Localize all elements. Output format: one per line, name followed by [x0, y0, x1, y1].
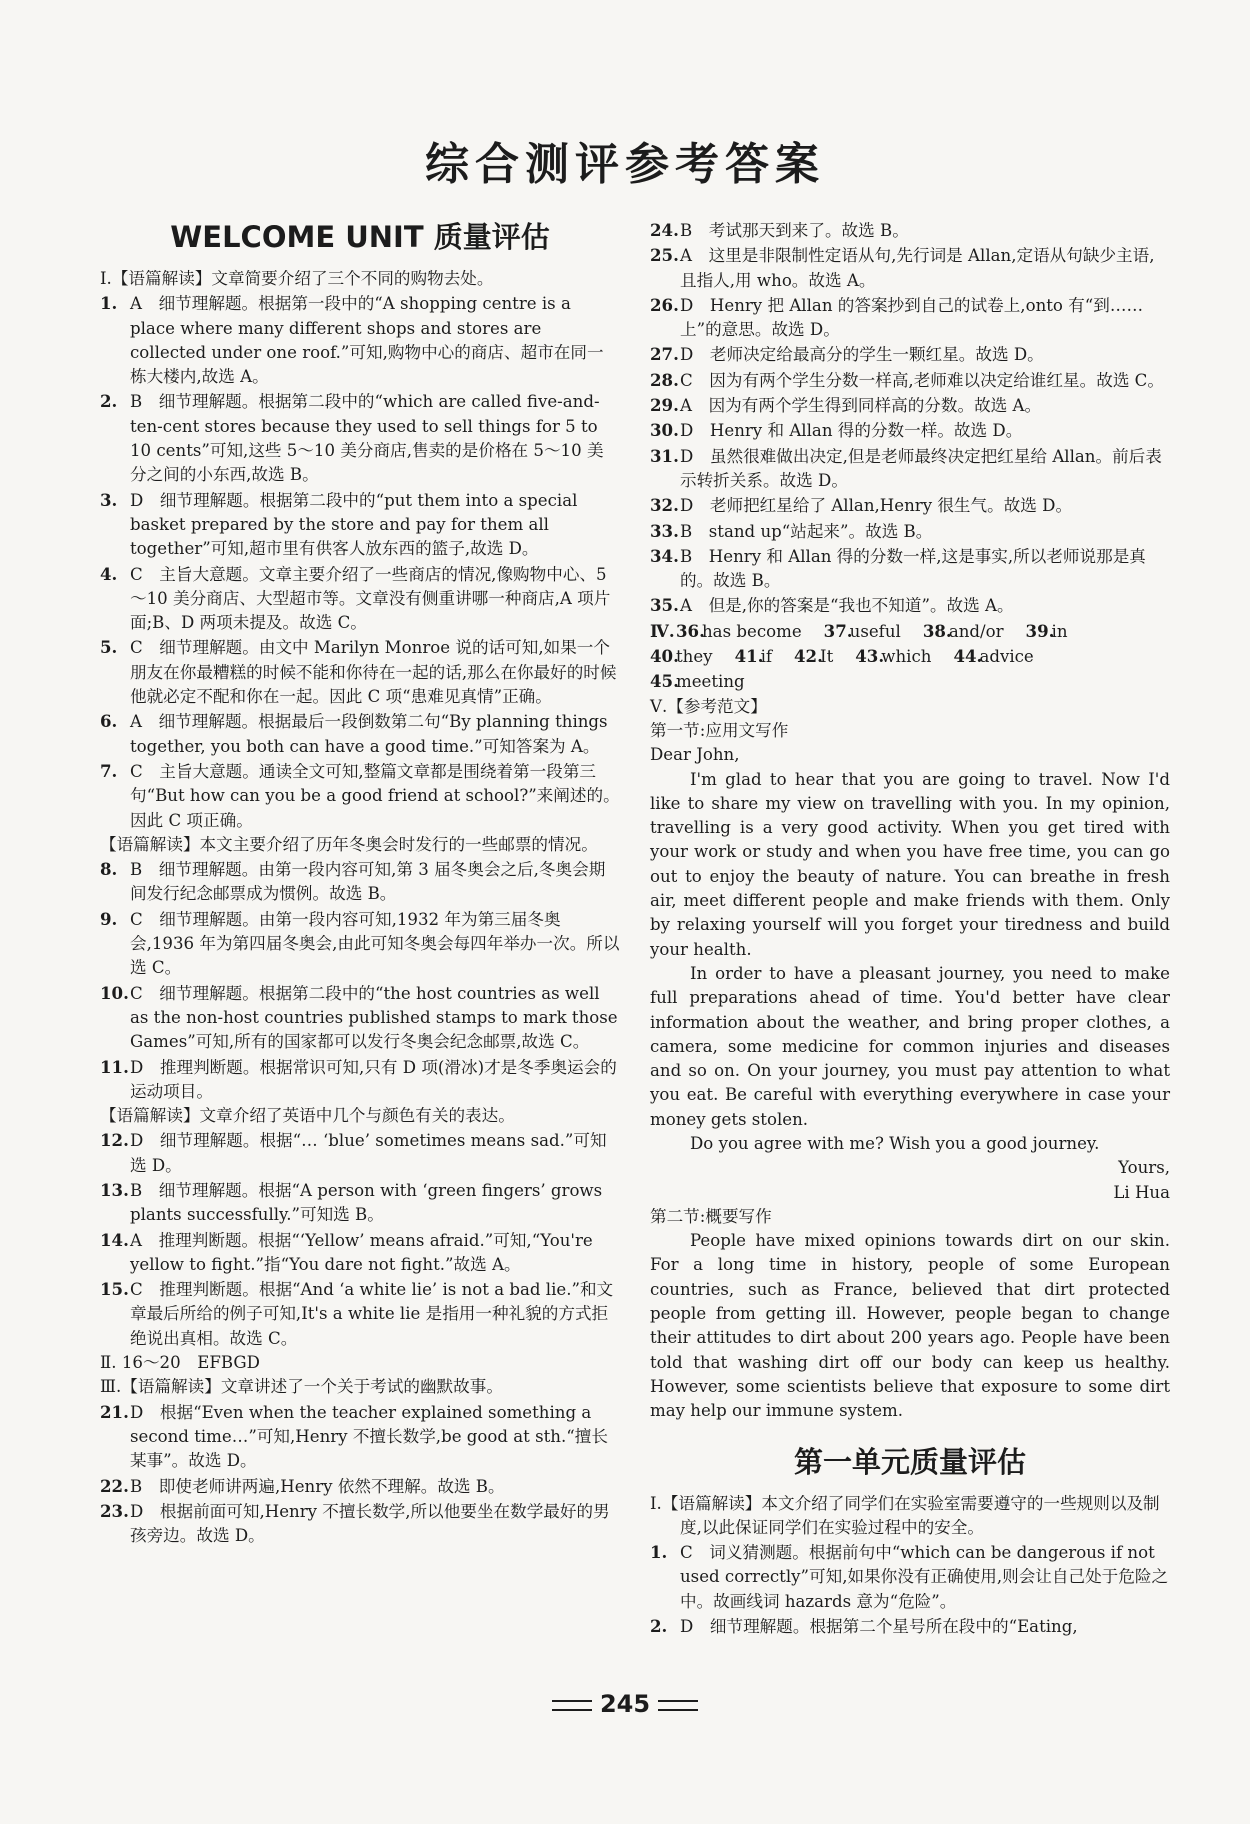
- answer-number: 1.: [650, 1542, 668, 1563]
- fill-number: 40.: [650, 646, 679, 667]
- letter-signature: Li Hua: [1113, 1182, 1170, 1202]
- answer-text: B 即使老师讲两遍,Henry 依然不理解。故选 B。: [130, 1476, 505, 1496]
- answer-item: [650, 1614, 1170, 1639]
- answer-item: [650, 243, 1170, 293]
- answer-item: [100, 1499, 620, 1549]
- answer-number: 5.: [100, 637, 118, 658]
- answer-number: 1.: [100, 293, 118, 314]
- answer-number: 2.: [650, 1616, 668, 1637]
- answer-number: 9.: [100, 908, 118, 929]
- fill-answer: in: [1051, 621, 1068, 641]
- fill-answer: if: [760, 647, 773, 667]
- fill-number: 38.: [922, 620, 952, 641]
- answer-number: 23.: [100, 1500, 129, 1521]
- answer-text: B stand up“站起来”。故选 B。: [680, 521, 933, 541]
- fill-number: 36.: [676, 620, 705, 641]
- answer-text: A 因为有两个学生得到同样高的分数。故选 A。: [680, 396, 1042, 416]
- answer-item: [100, 1228, 620, 1278]
- answer-text: A 但是,你的答案是“我也不知道”。故选 A。: [680, 596, 1014, 616]
- answer-item: [650, 1540, 1170, 1614]
- answer-number: 10.: [100, 982, 129, 1003]
- answer-item: [100, 981, 620, 1055]
- answer-item: [650, 342, 1170, 367]
- answer-text: D 细节理解题。根据第二个星号所在段中的“Eating,: [680, 1617, 1078, 1637]
- answer-item: [100, 759, 620, 833]
- answer-text: D 推理判断题。根据常识可知,只有 D 项(滑冰)才是冬季奥运会的运动项目。: [130, 1057, 617, 1101]
- letter-paragraph: I'm glad to hear that you are going to travel. Now I'd like to share my view on travelling with you. In my opinion, travelling is a very good activity. When you get tired with your work or study and when you have free time, you can go out to enjoy the beauty of nature. You can breathe in fresh air, meet different people and make friends with them. Only by relaxing yourself will you forget your tiredness and build your health.: [650, 769, 1170, 959]
- answer-number: 32.: [650, 495, 679, 516]
- answer-number: 26.: [650, 294, 679, 315]
- answer-text: D Henry 把 Allan 的答案抄到自己的试卷上,onto 有“到……上”的意思。故选 D。: [680, 295, 1144, 340]
- answer-number: 8.: [100, 859, 118, 880]
- answer-item: [100, 1128, 620, 1178]
- answer-number: 21.: [100, 1401, 129, 1422]
- answer-number: 4.: [100, 563, 118, 584]
- section-4-label: Ⅳ.: [650, 620, 675, 641]
- answer-number: 6.: [100, 711, 118, 732]
- answer-item: [650, 444, 1170, 494]
- answer-text: A 这里是非限制性定语从句,先行词是 Allan,定语从句缺少主语,且指人,用 who。故选 A。: [680, 246, 1155, 290]
- answer-item: [650, 368, 1170, 393]
- fill-number: 44.: [953, 646, 983, 667]
- answer-item: [100, 1474, 620, 1499]
- right-column: [650, 218, 1170, 1639]
- answer-number: 30.: [650, 420, 679, 441]
- answer-text: D 老师把红星给了 Allan,Henry 很生气。故选 D。: [680, 496, 1073, 516]
- answer-number: 31.: [650, 445, 679, 466]
- answer-number: 25.: [650, 245, 679, 266]
- answer-number: 29.: [650, 395, 679, 416]
- answer-item: [650, 418, 1170, 443]
- answer-text: D 根据“Even when the teacher explained something a second time…”可知,Henry 不擅长数学,be good at sth.“擅长某事”。故选 D。: [130, 1402, 608, 1471]
- answer-item: [100, 635, 620, 709]
- fill-answer: advice: [979, 647, 1034, 667]
- answer-number: 14.: [100, 1229, 129, 1250]
- letter-closing: Yours,: [1118, 1158, 1170, 1178]
- section-1-intro: Ⅰ.【语篇解读】文章简要介绍了三个不同的购物去处。: [100, 269, 494, 288]
- answer-number: 7.: [100, 760, 118, 781]
- left-column: [100, 215, 620, 1548]
- answer-text: D 细节理解题。根据第二段中的“put them into a special basket prepared by the store and pay for them all together”可知,超市里有供客人放东西的篮子,故选 D。: [130, 490, 578, 559]
- fill-answer: which: [881, 647, 932, 667]
- answer-item: [650, 493, 1170, 518]
- page-title: 综合测评参考答案: [425, 139, 825, 190]
- answer-text: D 老师决定给最高分的学生一颗红星。故选 D。: [680, 345, 1044, 365]
- answer-list-b: [100, 857, 620, 1104]
- answer-item: [100, 1400, 620, 1474]
- answer-text: B 细节理解题。根据“A person with ‘green fingers’ grows plants successfully.”可知选 B。: [130, 1180, 603, 1225]
- answer-item: [100, 1055, 620, 1105]
- unit-1-section-1-intro: Ⅰ.【语篇解读】本文介绍了同学们在实验室需要遵守的一些规则以及制度,以此保证同学们在实验过程中的安全。: [650, 1493, 1160, 1537]
- answer-text: C 细节理解题。由文中 Marilyn Monroe 说的话可知,如果一个朋友在你最糟糕的时候不能和你待在一起的话,那么在你最好的时候他就必定不配和你在一起。因此 C 项“患难见真情”正确。: [130, 638, 617, 707]
- fill-number: 42.: [794, 646, 823, 667]
- answer-text: D 细节理解题。根据“… ‘blue’ sometimes means sad.”可知选 D。: [130, 1131, 607, 1175]
- section-4-fill-answers: [650, 619, 1170, 695]
- answer-text: B 细节理解题。根据第二段中的“which are called five-and-ten-cent stores because they used to sell things for 5 to 10 cents”可知,这些 5～10 美分商店,售卖的是价格在 5～10 美分之间的小东西,故选 B。: [130, 392, 604, 485]
- answer-number: 33.: [650, 520, 679, 541]
- answer-text: D 虽然很难做出决定,但是老师最终决定把红星给 Allan。前后表示转折关系。故选 D。: [680, 446, 1162, 490]
- answer-number: 34.: [650, 545, 679, 566]
- answer-item: [650, 593, 1170, 618]
- answer-item: [100, 488, 620, 562]
- answer-number: 2.: [100, 391, 118, 412]
- answer-item: [650, 218, 1170, 243]
- footer-decoration: [552, 1700, 592, 1711]
- stamp-passage-intro: 【语篇解读】本文主要介绍了历年冬奥会时发行的一些邮票的情况。: [100, 834, 598, 854]
- fill-number: 43.: [855, 646, 885, 667]
- section-2-answers: Ⅱ. 16～20 EFBGD: [100, 1353, 260, 1373]
- answer-item: [650, 519, 1170, 544]
- answer-number: 13.: [100, 1179, 129, 1200]
- answer-text: D Henry 和 Allan 得的分数一样。故选 D。: [680, 421, 1023, 441]
- answer-item: [100, 857, 620, 907]
- answer-text: B Henry 和 Allan 得的分数一样,这是事实,所以老师说那是真的。故选 B。: [680, 546, 1146, 591]
- answer-number: 35.: [650, 595, 679, 616]
- answer-number: 27.: [650, 344, 679, 365]
- answer-text: C 因为有两个学生分数一样高,老师难以决定给谁红星。故选 C。: [680, 370, 1164, 390]
- fill-answer: useful: [849, 621, 901, 641]
- letter-paragraph: In order to have a pleasant journey, you need to make full preparations ahead of time. You'd better have clear information about the weather, and bring proper clothes, a camera, some medicine for common injuries and diseases and so on. On your journey, you must pay attention to what you eat. Be careful with everything everywhere in case your money gets stolen.: [650, 963, 1170, 1129]
- answer-text: B 考试那天到来了。故选 B。: [680, 221, 909, 240]
- answer-text: A 推理判断题。根据“‘Yellow’ means afraid.”可知,“You're yellow to fight.”指“You dare not fight.”故选 A。: [130, 1230, 593, 1274]
- answer-item: [100, 562, 620, 636]
- summary-paragraph: People have mixed opinions towards dirt on our skin. For a long time in history, people of some European countries, such as France, believed that dirt protected people from getting ill. However, people began to change their attitudes to dirt about 200 years ago. People have been told that washing dirt off our body can keep us healthy. However, some scientists believe that exposure to some dirt may help our immune system.: [650, 1231, 1170, 1421]
- answer-list-d-right: [650, 218, 1170, 619]
- answer-text: D 根据前面可知,Henry 不擅长数学,所以他要坐在数学最好的男孩旁边。故选 D。: [130, 1501, 610, 1546]
- answer-list-c: [100, 1128, 620, 1351]
- color-passage-intro: 【语篇解读】文章介绍了英语中几个与颜色有关的表达。: [100, 1106, 515, 1126]
- fill-number: 45.: [650, 671, 679, 692]
- letter-paragraph: Do you agree with me? Wish you a good journey.: [690, 1133, 1100, 1153]
- answer-text: C 细节理解题。根据第二段中的“the host countries as well as the non-host countries published stamps to mark those Games”可知,所有的国家都可以发行冬奥会纪念邮票,故选 C。: [130, 983, 618, 1052]
- answer-number: 11.: [100, 1056, 129, 1077]
- answer-text: C 细节理解题。由第一段内容可知,1932 年为第三届冬奥会,1936 年为第四届冬奥会,由此可知冬奥会每四年举办一次。所以选 C。: [130, 909, 620, 978]
- answer-item: [100, 1277, 620, 1351]
- page-number: 245: [599, 1690, 651, 1718]
- section-3-intro: Ⅲ.【语篇解读】文章讲述了一个关于考试的幽默故事。: [100, 1377, 503, 1397]
- fill-number: 37.: [823, 620, 853, 641]
- page-number-footer: [0, 1690, 1250, 1718]
- answer-list-a: [100, 291, 620, 833]
- answer-text: C 主旨大意题。文章主要介绍了一些商店的情况,像购物中心、5～10 美分商店、大型超市等。文章没有侧重讲哪一种商店,A 项片面;B、D 两项未提及。故选 C。: [130, 564, 611, 633]
- letter-greeting: Dear John,: [650, 745, 740, 765]
- fill-number: 41.: [734, 646, 764, 667]
- answer-item: [650, 293, 1170, 343]
- fill-answer: they: [676, 647, 713, 667]
- fill-answer: and/or: [948, 621, 1004, 641]
- answer-item: [100, 389, 620, 487]
- answer-number: 3.: [100, 489, 118, 510]
- answer-item: [100, 1178, 620, 1228]
- answer-list-d-left: [100, 1400, 620, 1549]
- fill-row: [650, 644, 1170, 669]
- answer-text: B 细节理解题。由第一段内容可知,第 3 届冬奥会之后,冬奥会期间发行纪念邮票成为惯例。故选 B。: [130, 860, 606, 904]
- part-2-label: 第二节:概要写作: [650, 1206, 772, 1226]
- fill-answer: meeting: [676, 672, 745, 692]
- fill-number: 39.: [1025, 620, 1055, 641]
- section-5-intro: Ⅴ.【参考范文】: [650, 696, 767, 716]
- answer-text: C 主旨大意题。通读全文可知,整篇文章都是围绕着第一段第三句“But how can you be a good friend at school?”来阐述的。因此 C 项正确。: [130, 761, 620, 830]
- fill-answer: has become: [702, 621, 802, 641]
- answer-text: C 词义猜测题。根据前句中“which can be dangerous if not used correctly”可知,如果你没有正确使用,则会让自己处于危险之中。故画线词 hazards 意为“危险”。: [680, 1543, 1169, 1611]
- answer-number: 22.: [100, 1475, 129, 1496]
- answer-number: 15.: [100, 1279, 129, 1300]
- answer-text: A 细节理解题。根据第一段中的“A shopping centre is a place where many different shops and stores are collected under one roof.”可知,购物中心的商店、超市在同一栋大楼内,故选 A。: [130, 294, 604, 387]
- answer-item: [100, 907, 620, 981]
- fill-row: [650, 669, 1170, 694]
- answer-item: [100, 709, 620, 759]
- fill-answer: It: [820, 647, 834, 667]
- welcome-unit-title: WELCOME UNIT 质量评估: [170, 220, 550, 254]
- answer-number: 24.: [650, 220, 679, 240]
- answer-item: [650, 393, 1170, 418]
- answer-text: C 推理判断题。根据“And ‘a white lie’ is not a bad lie.”和文章最后所给的例子可知,It's a white lie 是指用一种礼貌的方式拒绝说出真相。故选 C。: [130, 1280, 614, 1348]
- answer-number: 28.: [650, 369, 679, 390]
- footer-decoration: [658, 1700, 698, 1711]
- answer-item: [650, 544, 1170, 594]
- answer-text: A 细节理解题。根据最后一段倒数第二句“By planning things together, you both can have a good time.”可知答案为 A。: [130, 712, 608, 756]
- part-1-label: 第一节:应用文写作: [650, 720, 789, 740]
- fill-row: [650, 619, 1170, 644]
- answer-item: [100, 291, 620, 389]
- unit-1-title: 第一单元质量评估: [793, 1444, 1026, 1479]
- unit-1-answer-list: [650, 1540, 1170, 1639]
- answer-number: 12.: [100, 1130, 129, 1151]
